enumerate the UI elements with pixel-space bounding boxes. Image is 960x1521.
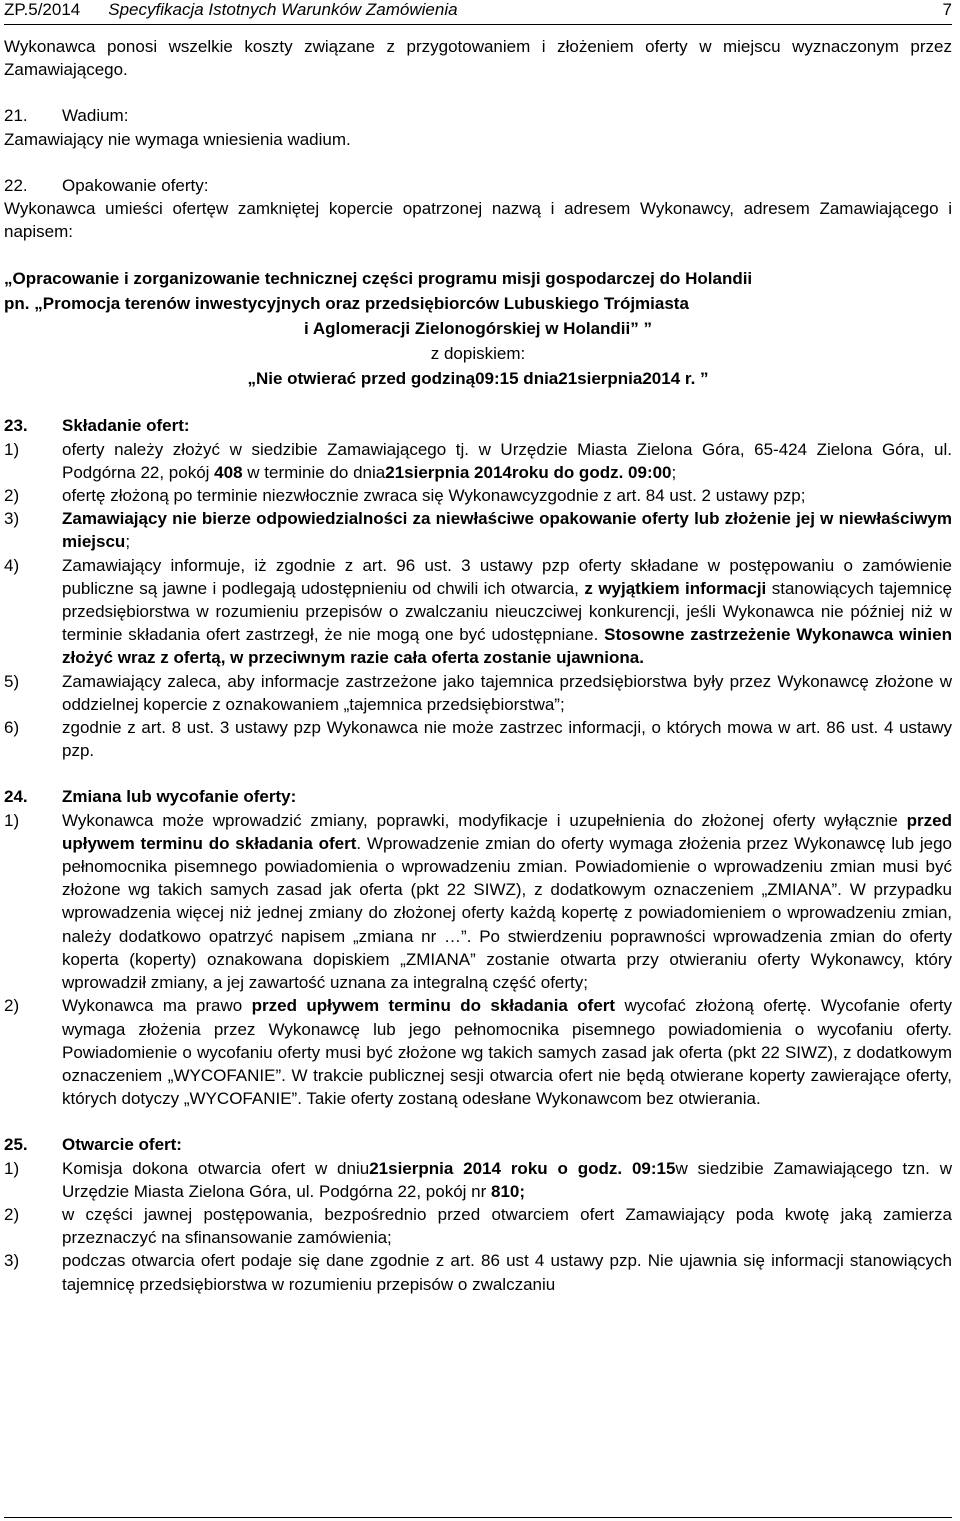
item-number: 4) (4, 555, 20, 575)
section-number: 23. (4, 416, 28, 436)
text-run: 21sierpnia 2014 roku o godz. 09:15 (369, 1158, 676, 1178)
room-number: 408 (214, 462, 243, 482)
item-text (62, 554, 952, 670)
list-item (4, 1157, 952, 1203)
envelope-label-note: z dopiskiem: (430, 344, 526, 364)
list-item (4, 809, 952, 995)
list-item (4, 507, 952, 553)
text-run: ; (125, 532, 131, 552)
text-run: w terminie do dnia (242, 462, 386, 482)
envelope-label-line (4, 291, 952, 316)
item-text (62, 1157, 952, 1203)
item-text (62, 438, 952, 484)
section-22-heading (4, 174, 952, 197)
item-number: 1) (4, 810, 20, 830)
item-number: 5) (4, 671, 20, 691)
text-run: stanowiących tajemnicę przedsiębiorstwa w rozumieniu przepisów o zwalczaniu nieuczciwej konkurencji, jeśli Wykonawca nie później niż w terminie składania ofert zastrzegł, że nie mogą one być udostępniane. (62, 578, 952, 645)
item-number: 2) (4, 1204, 20, 1224)
text-run: oferty należy złożyć w siedzibie Zamawiającego tj. w Urzędzie Miasta Zielona Góra, 65-424 Zielona Góra, ul. Podgórna 22, pokój (62, 439, 952, 482)
item-text: Zamawiający zaleca, aby informacje zastrzeżone jako tajemnica przedsiębiorstwa były przez Wykonawcę złożone w oddzielnej kopercie z oznakowaniem „tajemnica przedsiębiorstwa”; (62, 671, 952, 714)
deadline-time: 09:00 (623, 462, 672, 482)
section-number: 21. (4, 106, 28, 126)
section-22-text: Wykonawca umieści ofertęw zamkniętej kopercie opatrzonej nazwą i adresem Wykonawcy, adresem Zamawiającego i napisem: (4, 199, 952, 242)
text-run: . Wprowadzenie zmian do oferty wymaga złożenia przez Wykonawcę lub jego pełnomocnika pisemnego powiadomienia o wprowadzeniu zmian. Powiadomienie o wprowadzeniu zmian musi być złożone wg takich samych zasad jak oferta (pkt 22 SIWZ), z dodatkowym oznaczeniem „ZMIANA”. W przypadku wprowadzenia więcej niż jednej zmiany do złożonej oferty każdą kopertę z powiadomieniem o wprowadzeniu zmian, należy dodatkowo opatrzyć napisem „zmiana nr …”. Po stwierdzeniu poprawności wprowadzenia zmian do oferty koperta (koperty) oznakowana dopiskiem „ZMIANA” zostanie otwarta przy otwieraniu oferty Wykonawcy, który wprowadził zmiany, a jej zawartość uznana za integralną część oferty; (62, 833, 952, 993)
section-title: Opakowanie oferty: (62, 175, 209, 195)
item-text: ofertę złożoną po terminie niezwłocznie zwraca się Wykonawcyzgodnie z art. 84 ust. 2 ustawy pzp; (62, 486, 806, 506)
envelope-label-line: „Nie otwierać przed godziną09:15 dnia21sierpnia2014 r. ” (247, 369, 709, 389)
text-run: 810; (491, 1181, 526, 1201)
text-run: Wykonawca ma prawo (62, 996, 252, 1016)
document-title: Specyfikacja Istotnych Warunków Zamówienia (108, 0, 458, 19)
list-item (4, 1203, 952, 1249)
list-item (4, 670, 952, 716)
envelope-label (4, 266, 952, 391)
section-title: Wadium: (62, 106, 129, 126)
list-item (4, 554, 952, 670)
item-number: 1) (4, 1158, 20, 1178)
list-item (4, 438, 952, 484)
item-number: 3) (4, 1251, 20, 1271)
page-header (4, 0, 952, 25)
envelope-label-project: „Promocja terenów inwestycyjnych oraz przedsiębiorców Lubuskiego Trójmiasta (34, 294, 689, 314)
section-title: Zmiana lub wycofanie oferty: (62, 787, 297, 807)
section-number: 22. (4, 175, 28, 195)
item-text (62, 994, 952, 1110)
text-run: wycofać złożoną ofertę. Wycofanie oferty wymaga złożenia przez Wykonawcę lub jego pełnomocnika pisemnego powiadomienia o wycofaniu oferty. Powiadomienie o wycofaniu oferty musi być złożone wg takich samych zasad jak oferta (pkt 22 SIWZ), z dodatkowym oznaczeniem „WYCOFANIE”. W trakcie publicznej sesji otwarcia ofert nie będą otwierane koperty zawierające oferty, których dotyczy „WYCOFANIE”. Takie oferty zostaną odesłane Wykonawcom bez otwierania. (62, 996, 952, 1109)
intro-paragraph: Wykonawca ponosi wszelkie koszty związane z przygotowaniem i złożeniem oferty w miejscu wyznaczonym przez Zamawiającego. (4, 37, 952, 80)
item-number: 1) (4, 439, 20, 459)
text-run: ; (671, 462, 677, 482)
text-run: Zamawiający nie bierze odpowiedzialności za niewłaściwe opakowanie oferty lub złożenie jej w niewłaściwym miejscu (62, 509, 952, 552)
item-number: 2) (4, 486, 20, 506)
section-25-heading (4, 1133, 952, 1156)
item-number: 2) (4, 996, 20, 1016)
section-23-heading (4, 414, 952, 437)
page-footer-rule (4, 1517, 952, 1518)
section-21-text: Zamawiający nie wymaga wniesienia wadium. (4, 129, 351, 149)
item-number: 3) (4, 509, 20, 529)
text-run: Komisja dokona otwarcia ofert w dniu (62, 1158, 370, 1178)
section-title: Otwarcie ofert: (62, 1135, 182, 1155)
item-text: zgodnie z art. 8 ust. 3 ustawy pzp Wykonawca nie może zastrzec informacji, o których mowa w art. 86 ust. 4 ustawy pzp. (62, 718, 952, 761)
section-title: Składanie ofert: (62, 416, 190, 436)
text-run: przed upływem terminu do składania ofert (251, 996, 616, 1016)
envelope-label-line: i Aglomeracji Zielonogórskiej w Holandii” ” (304, 319, 652, 339)
document-id: ZP.5/2014 (4, 0, 81, 19)
text-run: przed upływem terminu do składania ofert (62, 810, 952, 853)
section-24-heading (4, 785, 952, 808)
list-item (4, 484, 952, 507)
list-item (4, 994, 952, 1110)
document-body (4, 35, 952, 1296)
text-run: Wykonawca może wprowadzić zmiany, poprawki, modyfikacje i uzupełnienia do złożonej oferty wyłącznie (62, 810, 907, 830)
item-text: podczas otwarcia ofert podaje się dane zgodnie z art. 86 ust 4 ustawy pzp. Nie ujawnia się informacji stanowiących tajemnicę przedsiębiorstwa w rozumieniu przepisów o zwalczaniu (62, 1251, 952, 1294)
text-run: w siedzibie Zamawiającego tzn. w Urzędzie Miasta Zielona Góra, ul. Podgórna 22, pokój nr (62, 1158, 952, 1201)
item-text (62, 507, 952, 553)
list-item (4, 716, 952, 762)
item-number: 6) (4, 718, 20, 738)
section-number: 25. (4, 1135, 28, 1155)
text-run: z wyjątkiem informacji (584, 578, 767, 598)
text-run: Stosowne zastrzeżenie Wykonawca winien złożyć wraz z ofertą, w przeciwnym razie cała oferta zostanie ujawniona. (62, 625, 952, 668)
page-number: 7 (942, 0, 952, 19)
envelope-label-prefix: pn. (4, 294, 30, 314)
text-run: Zamawiający informuje, iż zgodnie z art. 96 ust. 3 ustawy pzp oferty składane w postępowaniu o zamówienie publiczne są jawne i podlegają udostępnieniu od chwili ich otwarcia, (62, 555, 952, 598)
envelope-label-line: „Opracowanie i zorganizowanie technicznej części programu misji gospodarczej do Holandii (4, 269, 753, 289)
item-text (62, 809, 952, 995)
list-item (4, 1249, 952, 1295)
section-number: 24. (4, 787, 28, 807)
deadline-date: 21sierpnia 2014roku do godz. (385, 462, 624, 482)
item-text: w części jawnej postępowania, bezpośrednio przed otwarciem ofert Zamawiający poda kwotę jaką zamierza przeznaczyć na sfinansowanie zamówienia; (62, 1204, 952, 1248)
section-21-heading (4, 104, 952, 127)
